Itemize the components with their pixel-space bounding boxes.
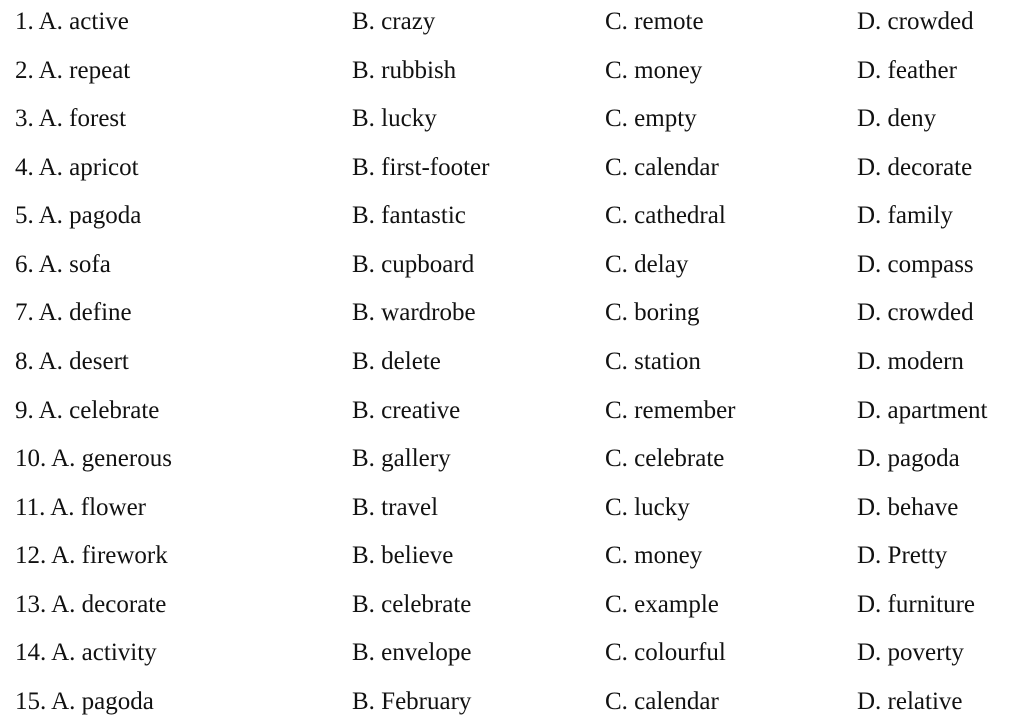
option-a: 5. A. pagoda (15, 202, 142, 229)
option-c: C. colourful (605, 639, 726, 666)
option-c: C. delay (605, 251, 689, 278)
option-b: B. envelope (352, 639, 472, 666)
question-row-9 (0, 389, 1024, 437)
option-b: B. first-footer (352, 154, 490, 181)
option-d: D. apartment (857, 397, 988, 424)
option-c: C. cathedral (605, 202, 726, 229)
option-d: D. relative (857, 688, 963, 715)
option-b: B. February (352, 688, 472, 715)
option-a: 2. A. repeat (15, 57, 131, 84)
option-c: C. remote (605, 8, 704, 35)
option-a: 8. A. desert (15, 348, 129, 375)
option-c: C. station (605, 348, 701, 375)
question-row-1 (0, 0, 1024, 48)
option-a: 11. A. flower (15, 494, 146, 521)
option-b: B. cupboard (352, 251, 475, 278)
option-d: D. pagoda (857, 445, 960, 472)
option-c: C. calendar (605, 154, 719, 181)
option-b: B. fantastic (352, 202, 466, 229)
question-row-2 (0, 49, 1024, 97)
question-row-10 (0, 437, 1024, 485)
question-row-11 (0, 486, 1024, 534)
question-row-7 (0, 291, 1024, 339)
option-c: C. example (605, 591, 719, 618)
question-row-5 (0, 194, 1024, 242)
option-c: C. calendar (605, 688, 719, 715)
option-d: D. deny (857, 105, 937, 132)
option-d: D. modern (857, 348, 964, 375)
option-a: 7. A. define (15, 299, 132, 326)
option-d: D. crowded (857, 299, 974, 326)
question-row-14 (0, 631, 1024, 679)
option-c: C. lucky (605, 494, 690, 521)
option-a: 9. A. celebrate (15, 397, 160, 424)
option-a: 6. A. sofa (15, 251, 111, 278)
option-c: C. celebrate (605, 445, 725, 472)
option-c: C. boring (605, 299, 700, 326)
option-c: C. money (605, 57, 703, 84)
option-a: 12. A. firework (15, 542, 168, 569)
option-d: D. furniture (857, 591, 976, 618)
option-d: D. Pretty (857, 542, 948, 569)
question-row-3 (0, 97, 1024, 145)
option-d: D. feather (857, 57, 957, 84)
option-d: D. crowded (857, 8, 974, 35)
option-b: B. creative (352, 397, 461, 424)
option-d: D. behave (857, 494, 959, 521)
question-row-15 (0, 680, 1024, 728)
option-a: 1. A. active (15, 8, 129, 35)
option-d: D. poverty (857, 639, 964, 666)
option-a: 15. A. pagoda (15, 688, 154, 715)
option-b: B. believe (352, 542, 454, 569)
option-b: B. travel (352, 494, 439, 521)
option-b: B. lucky (352, 105, 437, 132)
question-row-12 (0, 534, 1024, 582)
option-b: B. gallery (352, 445, 451, 472)
option-a: 3. A. forest (15, 105, 127, 132)
option-b: B. wardrobe (352, 299, 476, 326)
option-b: B. delete (352, 348, 441, 375)
option-c: C. money (605, 542, 703, 569)
option-a: 14. A. activity (15, 639, 157, 666)
option-b: B. crazy (352, 8, 436, 35)
option-d: D. family (857, 202, 953, 229)
option-b: B. celebrate (352, 591, 472, 618)
option-d: D. decorate (857, 154, 973, 181)
question-row-4 (0, 146, 1024, 194)
option-a: 13. A. decorate (15, 591, 167, 618)
option-c: C. empty (605, 105, 697, 132)
option-d: D. compass (857, 251, 974, 278)
option-b: B. rubbish (352, 57, 457, 84)
option-a: 4. A. apricot (15, 154, 139, 181)
question-row-6 (0, 243, 1024, 291)
option-c: C. remember (605, 397, 736, 424)
question-row-13 (0, 583, 1024, 631)
question-row-8 (0, 340, 1024, 388)
option-a: 10. A. generous (15, 445, 172, 472)
